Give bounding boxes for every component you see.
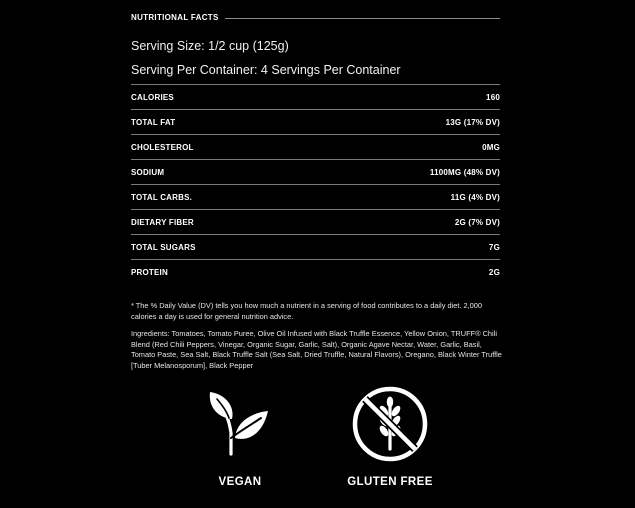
nutrient-row [131,235,500,260]
servings-per-container: Serving Per Container: 4 Servings Per Container [131,63,401,77]
nutrient-row [131,185,500,210]
nutrient-value: 1100MG (48% DV) [429,167,500,177]
gluten-free-label: GLUTEN FREE [347,476,433,488]
daily-value-note: * The % Daily Value (DV) tells you how much a nutrient in a serving of food contributes to a daily diet. 2,000 calories a day is used for general nutrition advice. [131,301,482,321]
nutrient-row [131,210,500,235]
nutrient-label: TOTAL CARBS. [131,192,193,202]
nutrient-label: DIETARY FIBER [131,217,194,227]
nutrient-value: 7G [488,242,500,252]
nutrition-panel [131,0,502,370]
nutrient-row [131,85,500,110]
nutrient-label: CALORIES [131,92,174,102]
nutrition-header [131,0,500,38]
nutrient-label: SODIUM [131,167,165,177]
nutrient-value: 13G (17% DV) [445,117,500,127]
nutrient-row [131,110,500,135]
nutrition-title: NUTRITIONAL FACTS [131,13,219,22]
nutrient-label: TOTAL FAT [131,117,176,127]
nutrient-row [131,135,500,160]
nutrient-value: 2G [488,267,500,277]
vegan-badge [195,388,285,488]
header-divider [225,18,500,19]
nutrient-value: 11G (4% DV) [450,192,500,202]
no-wheat-icon [351,385,429,463]
vegan-label: VEGAN [218,476,262,488]
nutrient-value: 2G (7% DV) [454,217,500,227]
nutrient-row [131,160,500,185]
gluten-free-badge [335,385,445,488]
nutrient-value: 0MG [482,142,500,152]
nutrient-label: CHOLESTEROL [131,142,194,152]
nutrient-label: PROTEIN [131,267,168,277]
ingredients-text: Ingredients: Tomatoes, Tomato Puree, Olive Oil Infused with Black Truffle Essence, Yellow Onion, TRUFF® Chili Blend (Red Chili Peppers, Vinegar, Organic Sugar, Garlic, Salt), Organic Agave Nectar, Water, Garlic, Basil, Tomato Paste, Sea Salt, Black Truffle Salt (Sea Salt, Dried Truffle, Natural Flavors), Oregano, Black Winter Truffle [Tuber Melanosporum], Black Pepper [131,329,502,370]
nutrition-table [131,84,500,284]
nutrient-row [131,260,500,284]
serving-size: Serving Size: 1/2 cup (125g) [131,39,289,53]
nutrient-label: TOTAL SUGARS [131,242,196,252]
leaf-icon [205,388,275,456]
nutrient-value: 160 [486,92,500,102]
